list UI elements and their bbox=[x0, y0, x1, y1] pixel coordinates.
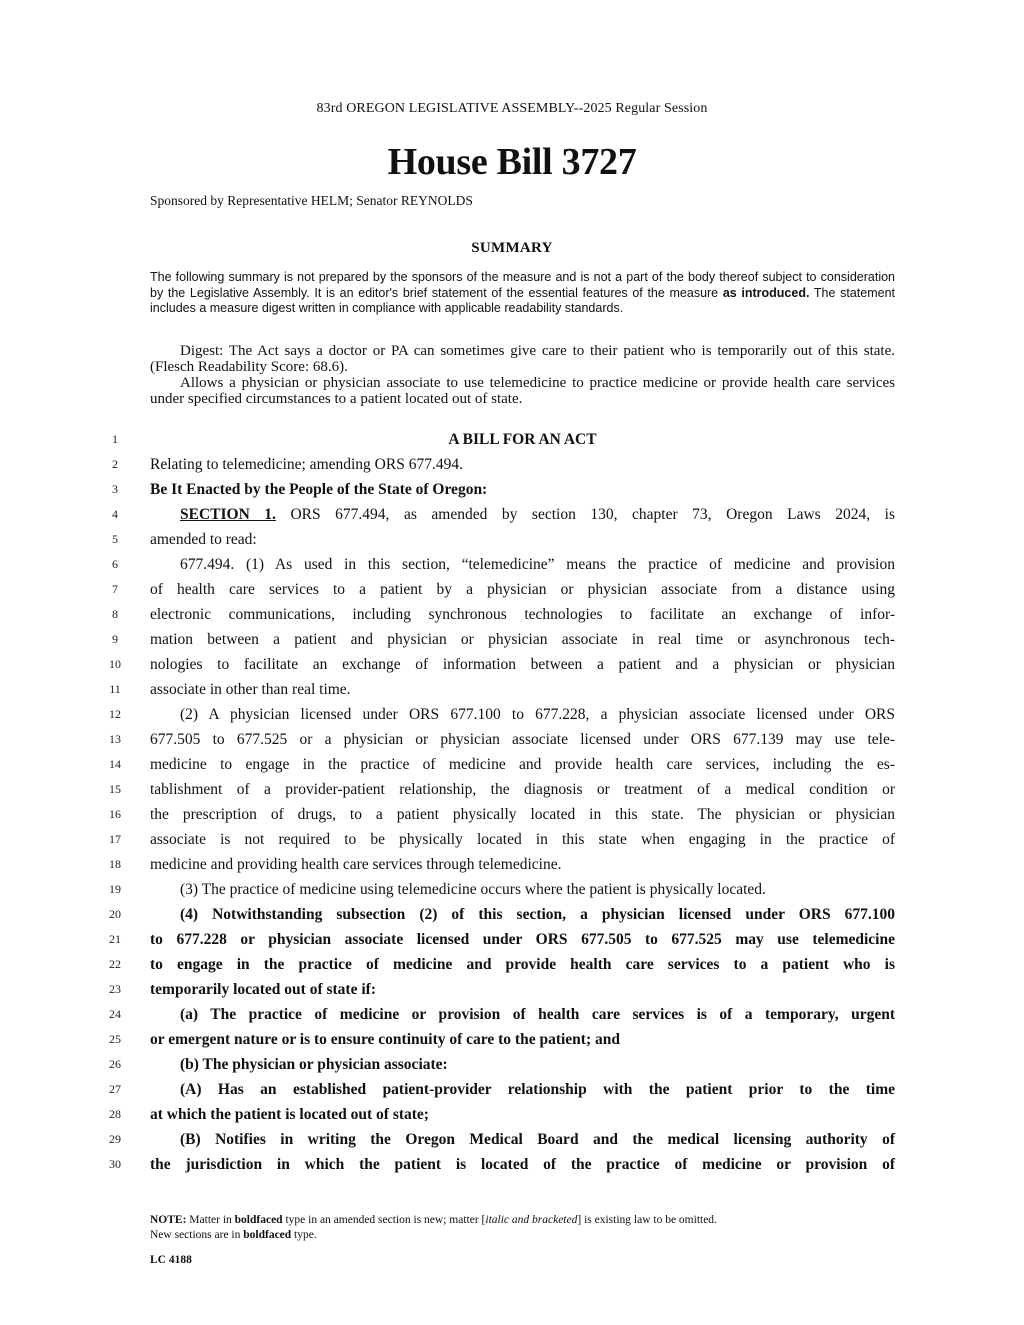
bill-line: 677.494. (1) As used in this section, “telemedicine” means the practice of medicine and provision bbox=[180, 556, 895, 573]
note-line-1 bbox=[150, 1213, 717, 1228]
line-number: 28 bbox=[109, 1107, 121, 1121]
bill-line-new: or emergent nature or is to ensure continuity of care to the patient; and bbox=[150, 1031, 620, 1048]
bill-line: mation between a patient and physician or physician associate in real time or asynchronous tech- bbox=[150, 631, 895, 648]
bill-line: medicine and providing health care services through telemedicine. bbox=[150, 856, 562, 873]
summary-heading: SUMMARY bbox=[471, 240, 553, 256]
allows-text: Allows a physician or physician associate to use telemedicine to practice medicine or provide health care services under specified circumstances to a patient located out of state. bbox=[150, 375, 895, 407]
bill-title: House Bill 3727 bbox=[387, 141, 637, 183]
note-text: Matter in bbox=[186, 1214, 235, 1226]
line-number: 30 bbox=[109, 1157, 121, 1171]
line-number: 29 bbox=[109, 1132, 121, 1146]
summary-text-part: The following summary is not prepared by the sponsors of the measure and is not a part of the body thereof subject to consideration by the Legislative Assembly. It is an editor's brief statement of the essential features of the measure bbox=[150, 270, 895, 300]
line-number: 9 bbox=[112, 632, 118, 646]
bill-line: associate in other than real time. bbox=[150, 681, 351, 698]
digest-block bbox=[150, 343, 895, 407]
bill-line: of health care services to a patient by a physician or physician associate from a distance using bbox=[150, 581, 895, 598]
summary-paragraph bbox=[150, 270, 895, 317]
bill-line-new: (4) Notwithstanding subsection (2) of this section, a physician licensed under ORS 677.100 bbox=[180, 906, 895, 923]
line-number: 17 bbox=[109, 832, 121, 846]
note-text: type. bbox=[291, 1229, 317, 1241]
bill-line: amended to read: bbox=[150, 531, 257, 548]
bill-line-new: (A) Has an established patient-provider relationship with the patient prior to the time bbox=[180, 1081, 895, 1098]
bill-line: associate is not required to be physically located in this state when engaging in the practice of bbox=[150, 831, 895, 848]
note-text: New sections are in bbox=[150, 1229, 244, 1241]
bill-line: electronic communications, including synchronous technologies to facilitate an exchange of infor- bbox=[150, 606, 895, 623]
bill-line-text: ORS 677.494, as amended by section 130, chapter 73, Oregon Laws 2024, is bbox=[275, 506, 895, 523]
bill-line-new: to engage in the practice of medicine and provide health care services to a patient who is bbox=[150, 956, 895, 973]
note-italic: italic and bracketed bbox=[485, 1214, 578, 1226]
bill-line-new: to 677.228 or physician associate licensed under ORS 677.505 to 677.525 may use telemedicine bbox=[150, 931, 895, 948]
section-label: SECTION 1. bbox=[180, 506, 276, 523]
enacting-clause: Be It Enacted by the People of the State of Oregon: bbox=[150, 481, 488, 498]
bill-line: 677.505 to 677.525 or a physician or physician associate licensed under ORS 677.139 may use tele- bbox=[150, 731, 895, 748]
line-number: 10 bbox=[109, 657, 121, 671]
line-number: 14 bbox=[109, 757, 121, 771]
line-number: 3 bbox=[112, 482, 118, 496]
bill-line-new: (B) Notifies in writing the Oregon Medical Board and the medical licensing authority of bbox=[180, 1131, 895, 1148]
line-number: 24 bbox=[109, 1007, 121, 1021]
line-number: 22 bbox=[109, 957, 121, 971]
bill-for-an-act-heading: A BILL FOR AN ACT bbox=[448, 431, 597, 448]
line-number: 18 bbox=[109, 857, 121, 871]
line-number: 8 bbox=[112, 607, 118, 621]
summary-as-introduced: as introduced. bbox=[722, 285, 810, 300]
bill-line-new: the jurisdiction in which the patient is located of the practice of medicine or provision of bbox=[150, 1156, 895, 1173]
lc-number: LC 4188 bbox=[150, 1254, 192, 1266]
session-header: 83rd OREGON LEGISLATIVE ASSEMBLY--2025 Regular Session bbox=[316, 101, 708, 116]
bill-line: (3) The practice of medicine using telemedicine occurs where the patient is physically located. bbox=[180, 881, 766, 898]
line-number: 6 bbox=[112, 557, 118, 571]
bill-line: nologies to facilitate an exchange of information between a patient and a physician or physician bbox=[150, 656, 895, 673]
bill-line: the prescription of drugs, to a patient physically located in this state. The physician or physician bbox=[150, 806, 895, 823]
line-number: 19 bbox=[109, 882, 121, 896]
bill-line: tablishment of a provider-patient relationship, the diagnosis or treatment of a medical condition or bbox=[150, 781, 895, 798]
line-number: 5 bbox=[112, 532, 118, 546]
note-label: NOTE: bbox=[150, 1214, 187, 1226]
bill-line-new: temporarily located out of state if: bbox=[150, 981, 376, 998]
bill-line-new: at which the patient is located out of state; bbox=[150, 1106, 429, 1123]
footer-note bbox=[150, 1213, 717, 1243]
line-number: 20 bbox=[109, 907, 121, 921]
digest-text: Digest: The Act says a doctor or PA can sometimes give care to their patient who is temporarily out of this state. (Flesch Readability Score: 68.6). bbox=[150, 343, 895, 375]
line-number: 2 bbox=[112, 457, 118, 471]
line-number: 7 bbox=[112, 582, 118, 596]
line-number: 15 bbox=[109, 782, 121, 796]
sponsor-line: Sponsored by Representative HELM; Senator REYNOLDS bbox=[150, 193, 473, 208]
bill-line-new: (b) The physician or physician associate: bbox=[180, 1056, 448, 1073]
line-number: 13 bbox=[109, 732, 121, 746]
line-number: 26 bbox=[109, 1057, 121, 1071]
line-number: 23 bbox=[109, 982, 121, 996]
line-number: 21 bbox=[109, 932, 121, 946]
line-number: 4 bbox=[112, 507, 118, 521]
line-number: 12 bbox=[109, 707, 121, 721]
line-number: 1 bbox=[112, 432, 118, 446]
line-number: 11 bbox=[109, 682, 121, 696]
summary-text-part: The statement includes a measure digest written in compliance with applicable readability standards. bbox=[150, 285, 895, 315]
note-bold: boldfaced bbox=[234, 1214, 283, 1226]
note-text: type in an amended section is new; matter [ bbox=[282, 1214, 486, 1226]
bill-line bbox=[150, 502, 895, 527]
bill-line-new: (a) The practice of medicine or provision of health care services is of a temporary, urgent bbox=[180, 1006, 895, 1023]
line-number: 16 bbox=[109, 807, 121, 821]
line-number: 27 bbox=[109, 1082, 121, 1096]
note-line-2 bbox=[150, 1228, 717, 1243]
bill-line: medicine to engage in the practice of medicine and provide health care services, including the es- bbox=[150, 756, 895, 773]
bill-line: (2) A physician licensed under ORS 677.100 to 677.228, a physician associate licensed under ORS bbox=[180, 706, 895, 723]
line-number: 25 bbox=[109, 1032, 121, 1046]
note-text: ] is existing law to be omitted. bbox=[577, 1214, 717, 1226]
relating-clause: Relating to telemedicine; amending ORS 677.494. bbox=[150, 456, 463, 473]
note-bold: boldfaced bbox=[243, 1229, 292, 1241]
